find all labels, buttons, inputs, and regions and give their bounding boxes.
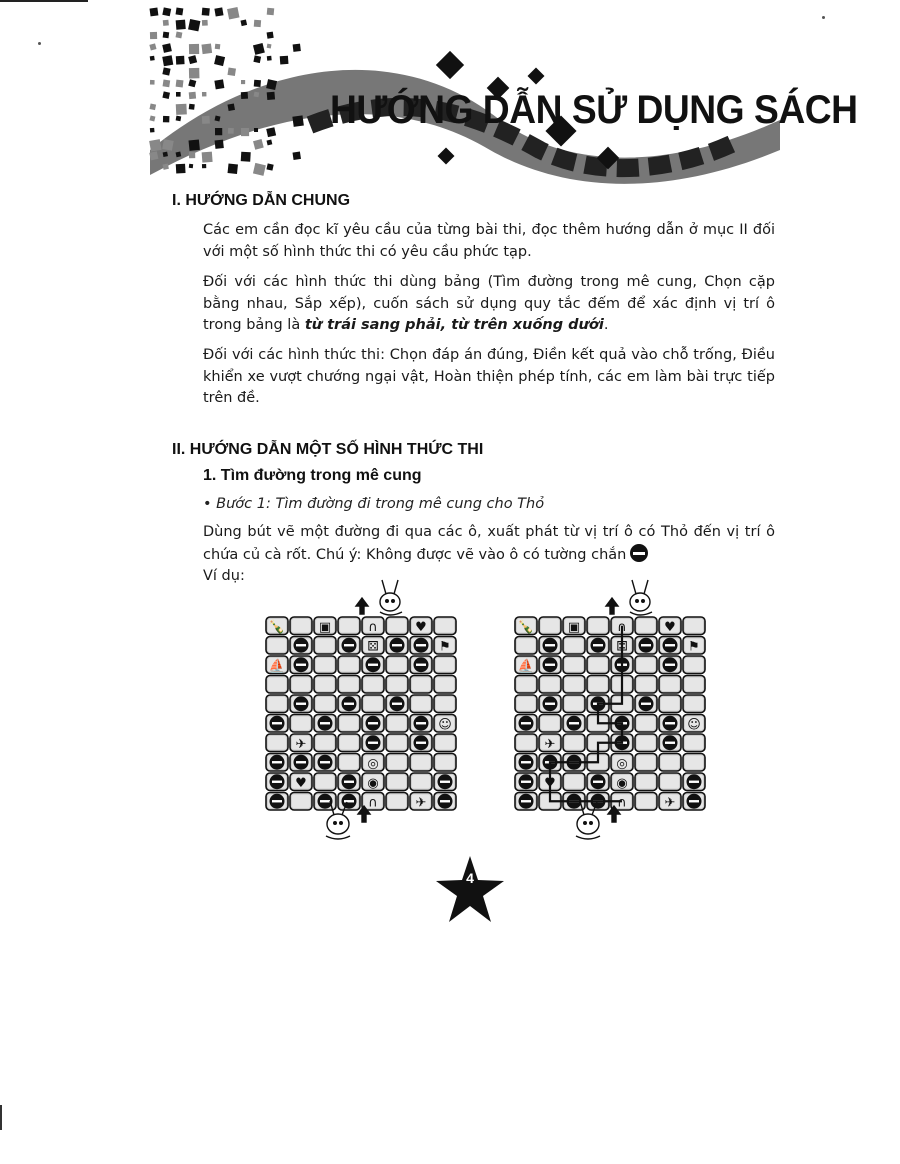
- maze-cell: [683, 676, 705, 694]
- paragraph-general-2: [203, 272, 775, 337]
- maze-cell: [362, 695, 384, 713]
- maze-cell: [266, 773, 288, 791]
- counting-rule-emphasis: từ trái sang phải, từ trên xuống dưới: [304, 317, 604, 333]
- plane-icon: ✈: [664, 795, 676, 811]
- plane-icon: ✈: [415, 795, 427, 811]
- maze-cell: [635, 695, 657, 713]
- bottle-icon: 🍾: [268, 619, 286, 635]
- maze-cell: [362, 715, 384, 733]
- maze-cell: [338, 734, 360, 752]
- maze-cell: [515, 617, 537, 635]
- maze-cell: [434, 715, 456, 733]
- maze-cell: [563, 715, 585, 733]
- maze-cell: [635, 656, 657, 674]
- maze-cell: [683, 715, 705, 733]
- maze-cell: [290, 773, 312, 791]
- banner-pixel: [163, 116, 170, 123]
- banner-pixel: [189, 44, 199, 54]
- maze-cell: [410, 734, 432, 752]
- banner-pixel: [201, 43, 212, 54]
- banner-pixel: [228, 128, 234, 134]
- paragraph-text: Đối với các hình thức thi dùng bảng (Tìm đường trong mê cung, Chọn cặp bằng nhau, Sắp xếp), cuốn sách sử dụng quy tắc đếm để xác định vị trí ô trong bảng là: [203, 274, 775, 333]
- maze-cell: [563, 656, 585, 674]
- banner-pixel: [202, 116, 210, 124]
- maze-cell: [314, 695, 336, 713]
- banner-pixel: [293, 152, 301, 160]
- maze-cell: [539, 695, 561, 713]
- banner-pixel: [202, 20, 208, 26]
- banner-pixel: [253, 139, 264, 150]
- rabbit-icon: [568, 796, 630, 846]
- heart-icon: ♥: [295, 775, 307, 791]
- banner-pixel: [176, 92, 181, 97]
- section-heading-general: I. HƯỚNG DẪN CHUNG: [172, 192, 351, 209]
- arch-icon: ∩: [368, 795, 378, 811]
- banner-pixel: [202, 8, 210, 16]
- maze-cell: [314, 773, 336, 791]
- maze-cell: [362, 773, 384, 791]
- maze-cell: [386, 754, 408, 772]
- maze-cell: [266, 676, 288, 694]
- maze-cell: [338, 676, 360, 694]
- maze-cell: [266, 617, 288, 635]
- maze-cell: [314, 676, 336, 694]
- banner-pixel: [267, 32, 274, 39]
- maze-cell: [659, 773, 681, 791]
- maze-cell: [266, 695, 288, 713]
- banner-pixel: [267, 92, 275, 100]
- banner-pixel: [253, 163, 266, 176]
- maze-cell: [683, 617, 705, 635]
- banner-pixel: [267, 8, 275, 16]
- banner-pixel: [176, 104, 187, 115]
- paragraph-maze: [203, 522, 775, 588]
- paragraph-general-1: Các em cần đọc kĩ yêu cầu của từng bài thi, đọc thêm hướng dẫn ở mục II đối với một số hình thức thi có yêu cầu phức tạp.: [203, 222, 775, 260]
- banner-pixel: [150, 8, 159, 17]
- banner-pixel: [176, 116, 182, 122]
- banner-diamond: [528, 68, 545, 85]
- maze-cell: [362, 754, 384, 772]
- maze-cell: [683, 656, 705, 674]
- stop-wall-icon: [630, 544, 648, 562]
- maze-cell: [659, 754, 681, 772]
- page-number-star-icon: [436, 856, 504, 922]
- maze-cell: [266, 715, 288, 733]
- maze-cell: [434, 656, 456, 674]
- maze-cell: [635, 637, 657, 655]
- maze-cell: [659, 793, 681, 811]
- banner-pixel: [189, 140, 200, 151]
- banner-pixel: [176, 152, 182, 158]
- maze-cell: [659, 676, 681, 694]
- paragraph-general-3: Đối với các hình thức thi: Chọn đáp án đúng, Điền kết quả vào chỗ trống, Điều khiển xe vượt chướng ngại vật, Hoàn thiện phép tính, các em làm bài trực tiếp trên đề.: [203, 347, 775, 406]
- banner-pixel: [150, 32, 157, 39]
- maze-cell: [683, 793, 705, 811]
- maze-cell: [290, 793, 312, 811]
- maze-cell: [410, 754, 432, 772]
- banner-pixel: [189, 68, 200, 79]
- dice-icon: ⚄: [616, 639, 628, 655]
- banner-pixel: [202, 92, 207, 97]
- maze-cell: [539, 656, 561, 674]
- maze-cell: [338, 656, 360, 674]
- banner-pixel: [176, 80, 184, 88]
- maze-cell: [290, 734, 312, 752]
- page-title: HƯỚNG DẪN SỬ DỤNG SÁCH: [330, 88, 858, 132]
- maze-cell: [386, 637, 408, 655]
- banner-pixel: [150, 56, 155, 61]
- maze-cell: [386, 734, 408, 752]
- maze-cell: [683, 734, 705, 752]
- bottle-icon: 🍾: [517, 619, 535, 635]
- banner-pixel: [162, 91, 170, 99]
- maze-cell: [515, 793, 537, 811]
- maze-cell: [515, 695, 537, 713]
- maze-cell: [410, 637, 432, 655]
- banner-pixel: [189, 164, 193, 168]
- banner-pixel: [176, 164, 186, 174]
- maze-cell: [410, 715, 432, 733]
- maze-cell: [338, 637, 360, 655]
- dice-icon: ⚄: [367, 639, 379, 655]
- maze-cell: [659, 695, 681, 713]
- banner-pixel: [176, 56, 185, 65]
- paragraph-maze-text: Dùng bút vẽ một đường đi qua các ô, xuất phát từ vị trí ô có Thỏ đến vị trí ô chứa củ cà rốt. Chú ý: Không được vẽ vào ô có tường chắn: [203, 524, 775, 563]
- banner-pixel: [227, 103, 235, 111]
- maze-cell: [290, 676, 312, 694]
- banner-pixel: [254, 80, 261, 87]
- smile-icon: ☺: [438, 717, 452, 733]
- maze-cell: [434, 773, 456, 791]
- maze-cell: [683, 754, 705, 772]
- maze-cell: [659, 637, 681, 655]
- subsection-heading-maze: 1. Tìm đường trong mê cung: [203, 467, 422, 484]
- flag-icon: ⚑: [439, 639, 451, 655]
- maze-cell: [563, 617, 585, 635]
- maze-cell: [266, 754, 288, 772]
- maze-cell: [563, 695, 585, 713]
- maze-cell: [659, 617, 681, 635]
- banner-pixel: [176, 32, 183, 39]
- maze-cell: [587, 656, 609, 674]
- maze-cell: [410, 676, 432, 694]
- banner-pixel: [266, 163, 273, 170]
- banner-pixel: [254, 128, 258, 132]
- smile-icon: ☺: [687, 717, 701, 733]
- rabbit-icon: [350, 578, 412, 622]
- maze-cell: [635, 734, 657, 752]
- banner-pixel: [241, 92, 248, 99]
- box-icon: ▣: [567, 619, 581, 635]
- banner-pixel: [253, 55, 261, 63]
- maze-cell: [266, 637, 288, 655]
- banner-pixel: [163, 80, 171, 88]
- banner-pixel: [227, 67, 236, 76]
- maze-cell: [611, 773, 633, 791]
- maze-cell: [290, 754, 312, 772]
- banner-pixel: [149, 103, 156, 110]
- maze-cell: [338, 754, 360, 772]
- maze-cell: [587, 676, 609, 694]
- banner-pixel: [227, 7, 239, 19]
- banner-pixel: [240, 19, 247, 26]
- header-banner: [140, 0, 858, 190]
- maze-cell: [683, 637, 705, 655]
- paragraph-end: .: [603, 317, 609, 333]
- scan-speck: [38, 42, 41, 45]
- maze-cell: [515, 734, 537, 752]
- banner-pixel: [189, 104, 195, 110]
- banner-pixel: [228, 164, 238, 174]
- banner-pixel: [215, 128, 222, 135]
- maze-cell: [314, 637, 336, 655]
- banner-pixel: [215, 44, 221, 50]
- banner-pixel: [280, 56, 289, 65]
- maze-cell: [515, 656, 537, 674]
- maze-cell: [290, 656, 312, 674]
- maze-cell: [362, 676, 384, 694]
- maze-cell: [386, 676, 408, 694]
- maze-cell: [434, 695, 456, 713]
- maze-cell: [410, 656, 432, 674]
- banner-pixel: [163, 164, 169, 170]
- maze-cell: [563, 637, 585, 655]
- banner-pixel: [241, 152, 251, 162]
- maze-cell: [410, 773, 432, 791]
- banner-pixel: [162, 7, 171, 16]
- maze-cell: [314, 734, 336, 752]
- rabbit-icon: [600, 578, 662, 622]
- maze-cell: [386, 793, 408, 811]
- maze-cell: [434, 617, 456, 635]
- banner-pixel: [176, 8, 184, 16]
- banner-pixel: [162, 139, 174, 151]
- banner-pixel: [150, 80, 155, 85]
- maze-cell: [314, 656, 336, 674]
- maze-cell: [434, 734, 456, 752]
- maze-cell: [314, 617, 336, 635]
- maze-cell: [539, 637, 561, 655]
- banner-pixel: [267, 44, 272, 49]
- banner-pixel: [162, 67, 170, 75]
- maze-cell: [434, 637, 456, 655]
- maze-cell: [635, 715, 657, 733]
- maze-cell: [515, 637, 537, 655]
- boat-icon: ⛵: [268, 658, 286, 674]
- arch-icon: ∩: [617, 619, 627, 635]
- maze-cell: [266, 734, 288, 752]
- maze-cell: [314, 715, 336, 733]
- banner-pixel: [149, 43, 156, 50]
- maze-cell: [683, 773, 705, 791]
- banner-pixel: [215, 116, 221, 122]
- maze-cell: [611, 754, 633, 772]
- maze-cell: [434, 793, 456, 811]
- maze-cell: [338, 715, 360, 733]
- banner-diamond: [436, 51, 464, 79]
- maze-grid: [264, 615, 458, 812]
- maze-cell: [635, 676, 657, 694]
- banner-pixel: [163, 152, 168, 157]
- maze-cell: [290, 637, 312, 655]
- maze-cell: [338, 773, 360, 791]
- maze-cell: [386, 773, 408, 791]
- maze-cell: [434, 754, 456, 772]
- step-bullet: • Bước 1: Tìm đường đi trong mê cung cho Thỏ: [203, 496, 545, 512]
- banner-pixel: [254, 20, 261, 27]
- banner-pixel: [188, 19, 200, 31]
- maze-cell: [587, 637, 609, 655]
- maze-cell: [290, 715, 312, 733]
- banner-pixel: [163, 20, 169, 26]
- banner-pixel: [266, 127, 276, 137]
- eye-icon: ◉: [367, 775, 379, 791]
- maze-cell: [659, 734, 681, 752]
- maze-cell: [434, 676, 456, 694]
- section-heading-formats: II. HƯỚNG DẪN MỘT SỐ HÌNH THỨC THI: [172, 441, 484, 458]
- maze-cell: [659, 656, 681, 674]
- maze-cell: [362, 637, 384, 655]
- banner-pixel: [214, 7, 223, 16]
- maze-cell: [587, 773, 609, 791]
- maze-cell: [515, 715, 537, 733]
- banner-pixel: [215, 140, 224, 149]
- banner-pixel: [202, 152, 213, 163]
- maze-cell: [635, 773, 657, 791]
- banner-pixel: [214, 55, 225, 66]
- boat-icon: ⛵: [517, 658, 535, 674]
- flag-icon: ⚑: [688, 639, 700, 655]
- maze-cell: [386, 656, 408, 674]
- maze-cell: [338, 695, 360, 713]
- banner-pixel: [292, 115, 303, 126]
- page-number: 4: [466, 870, 474, 886]
- rabbit-icon: [318, 796, 380, 846]
- banner-pixel: [254, 92, 260, 98]
- banner-pixel: [188, 79, 196, 87]
- circle-icon: ◎: [367, 756, 379, 772]
- banner-pixel: [149, 151, 158, 160]
- heart-icon: ♥: [415, 619, 427, 635]
- scan-edge-left: [0, 1105, 2, 1130]
- maze-cell: [410, 617, 432, 635]
- maze-example-solved: [513, 615, 707, 812]
- banner-pixel: [266, 79, 277, 90]
- maze-cell: [290, 695, 312, 713]
- maze-cell: [683, 695, 705, 713]
- eye-icon: ◉: [616, 775, 628, 791]
- maze-cell: [314, 754, 336, 772]
- maze-cell: [539, 676, 561, 694]
- heart-icon: ♥: [664, 619, 676, 635]
- maze-cell: [563, 734, 585, 752]
- banner-pixel: [188, 55, 197, 64]
- banner-pixel: [267, 56, 272, 61]
- maze-cell: [386, 695, 408, 713]
- maze-cell: [563, 676, 585, 694]
- maze-cell: [515, 754, 537, 772]
- circle-icon: ◎: [616, 756, 628, 772]
- arch-icon: ∩: [368, 619, 378, 635]
- maze-cell: [515, 676, 537, 694]
- heart-icon: ♥: [544, 775, 556, 791]
- maze-cell: [515, 773, 537, 791]
- maze-cell: [539, 734, 561, 752]
- banner-pixel: [267, 140, 273, 146]
- banner-pixel: [241, 80, 245, 84]
- banner-pixel: [150, 128, 155, 133]
- maze-grid: [513, 615, 707, 812]
- plane-icon: ✈: [295, 736, 307, 752]
- maze-cell: [635, 793, 657, 811]
- banner-pixel: [149, 139, 161, 151]
- scan-speck: [822, 16, 825, 19]
- banner-pixel: [162, 43, 172, 53]
- maze-cell: [563, 773, 585, 791]
- banner-pixel: [176, 20, 186, 30]
- maze-cell: [362, 656, 384, 674]
- maze-cell: [659, 715, 681, 733]
- arch-icon: ∩: [617, 795, 627, 811]
- maze-example-empty: [264, 615, 458, 812]
- banner-pixel: [189, 92, 196, 99]
- banner-pixel: [202, 164, 206, 168]
- maze-cell: [635, 754, 657, 772]
- maze-cell: [539, 715, 561, 733]
- maze-cell: [266, 656, 288, 674]
- scan-edge-top: [0, 0, 88, 2]
- maze-cell: [386, 715, 408, 733]
- maze-cell: [410, 695, 432, 713]
- banner-pixel: [241, 128, 249, 136]
- banner-pixel: [149, 115, 155, 121]
- banner-pixel: [214, 79, 224, 89]
- banner-pixel: [253, 43, 265, 55]
- maze-cell: [362, 734, 384, 752]
- maze-cell: [539, 617, 561, 635]
- banner-pixel: [189, 152, 195, 158]
- box-icon: ▣: [318, 619, 332, 635]
- maze-cell: [266, 793, 288, 811]
- banner-pixel: [162, 55, 173, 66]
- plane-icon: ✈: [544, 736, 556, 752]
- banner-pixel: [293, 44, 301, 52]
- banner-diamond: [438, 148, 455, 165]
- maze-cell: [410, 793, 432, 811]
- maze-cell: [290, 617, 312, 635]
- banner-pixel: [163, 32, 170, 39]
- example-label: Ví dụ:: [203, 568, 245, 584]
